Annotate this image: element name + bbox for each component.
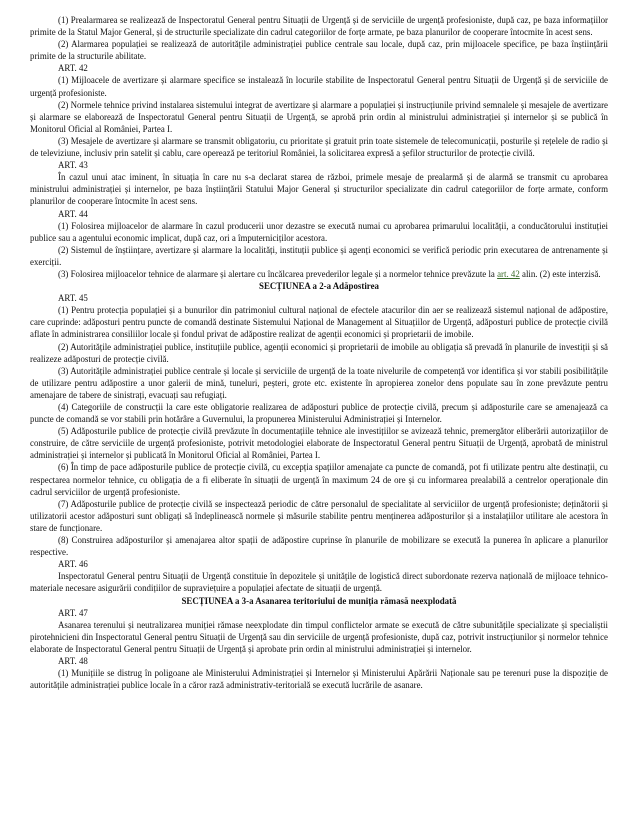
section-heading: SECȚIUNEA a 2-a Adăpostirea: [259, 281, 379, 292]
paragraph: (1) Prealarmarea se realizează de Inspectoratul General pentru Situații de Urgență și de serviciile de urgență profesioniste, după caz, pe baza informațiilor primite de la Statul Major General, și de structurile specializate din cadrul categoriilor de forțe armate, pe baza planurilor de cooperare întocmite în acest sens.: [30, 15, 608, 38]
paragraph: (2) Alarmarea populației se realizează de autoritățile administrației publice centrale sau locale, după caz, prin mijloacele specifice, pe baza înștiințării primite de la structurile abilitate.: [30, 39, 608, 62]
paragraph-text: alin. (2) este interzisă.: [519, 268, 601, 279]
paragraph: (1) Pentru protecția populației și a bunurilor din patrimoniul cultural național de efectele atacurilor din aer se realizează sistemul național de adăpostire, care cuprinde: adăposturi pentru puncte de comandă destinate Sistemului Național de Management al Situațiilor de Urgență, adăposturi publice de protecție civilă aflate în administrarea consiliilor locale și fondul privat de adăpostire realizat de agenții economici și proprietarii de imobile.: [30, 305, 608, 340]
paragraph: Asanarea terenului și neutralizarea muniției rămase neexplodate din timpul conflictelor armate se execută de către subunitățile specializate și specialiștii pirotehnicieni din Inspectoratul General pentru Situații de Urgență sau din serviciile de urgență profesioniste, după caz, potrivit instrucțiunilor și normelor tehnice elaborate de Inspectoratul General pentru Situații de Urgență și aprobate prin ordin al ministrului administrației și internelor.: [30, 619, 608, 654]
article-heading: ART. 48: [58, 655, 88, 666]
paragraph: (1) Folosirea mijloacelor de alarmare în cazul producerii unor dezastre se execută numai cu aprobarea primarului localității, a conducătorului instituției publice sau a agentului economic implicat, după caz, ori a împuterniciților acestora.: [30, 220, 608, 243]
paragraph: În cazul unui atac iminent, în situația în care nu s-a declarat starea de război, primele mesaje de prealarmă și de alarmă se transmit cu aprobarea ministrului administrației și internelor, pe baza înștiințării Statului Major General și structurilor specializate din cadrul categoriilor de forțe armate, conform planurilor de cooperare întocmite în acest sens.: [30, 172, 608, 207]
paragraph: (2) Autoritățile administrației publice, instituțiile publice, agenții economici și proprietarii de imobile au obligația să prevadă în planurile de investiții și să realizeze adăposturi de protecție civilă.: [30, 341, 608, 364]
article-reference-link[interactable]: art. 42: [497, 268, 520, 279]
paragraph: (1) Mijloacele de avertizare și alarmare specifice se instalează în locurile stabilite de Inspectoratul General pentru Situații de Urgență și de serviciile de urgență profesioniste.: [30, 75, 608, 98]
article-heading: ART. 44: [58, 208, 88, 219]
paragraph: (3) Autoritățile administrației publice centrale și locale și serviciile de urgență de la toate nivelurile de competență vor identifica și vor stabili posibilitățile de utilizare pentru adăpostire a unor galerii de mină, tuneluri, peșteri, grote etc. existente în apropierea zonelor dens populate sau în zone prevăzute pentru amenajare de tabere de sinistrați, evacuați sau refugiați.: [30, 365, 608, 400]
article-heading: ART. 42: [58, 63, 88, 74]
article-heading: ART. 46: [58, 559, 88, 570]
paragraph: (4) Categoriile de construcții la care este obligatorie realizarea de adăposturi publice de protecție civilă, precum și adăposturile care se amenajează ca puncte de comandă se vor stabili prin hotărâre a Guvernului, la propunerea Ministerului Administrației și Internelor.: [30, 402, 608, 425]
paragraph: Inspectoratul General pentru Situații de Urgență constituie în depozitele și unitățile de logistică direct subordonate rezerva națională de mijloace tehnico-materiale necesare asigurării condițiilor de supraviețuire a populației afectate de situații de urgență.: [30, 571, 608, 594]
article-heading: ART. 45: [58, 293, 88, 304]
paragraph: (7) Adăposturile publice de protecție civilă se inspectează periodic de către personalul de specialitate al serviciilor de urgență profesioniste; deținătorii și utilizatorii acestor adăposturi sunt obligați să îndeplinească normele și măsurile stabilite pentru menținerea adăposturilor și a instalațiilor utilitare ale acestora în stare de funcționare.: [30, 498, 608, 533]
paragraph-with-link: [30, 268, 608, 280]
paragraph: (6) În timp de pace adăposturile publice de protecție civilă, cu excepția spațiilor amenajate ca puncte de comandă, pot fi utilizate pentru alte destinații, cu respectarea normelor tehnice, cu obligația de a fi eliberate în situații de urgență în maximum 24 de ore și cu informarea prealabilă a centrelor operaționale din cadrul serviciilor de urgență profesioniste.: [30, 462, 608, 497]
section-heading: SECȚIUNEA a 3-a Asanarea teritoriului de muniția rămasă neexplodată: [181, 595, 457, 606]
paragraph: (2) Normele tehnice privind instalarea sistemului integrat de avertizare și alarmare a populației și instrucțiunile privind semnalele și mesajele de avertizare și alarmare se elaborează de Inspectoratul General pentru Situații de Urgență, se aprobă prin ordin al ministrului administrației și internelor și se publică în Monitorul Oficial al României, Partea I.: [30, 99, 608, 134]
article-heading: ART. 47: [58, 607, 88, 618]
paragraph: (2) Sistemul de înștiințare, avertizare și alarmare la localități, instituții publice și agenți economici se verifică periodic prin executarea de antrenamente și exerciții.: [30, 244, 608, 267]
document-body: [30, 14, 608, 691]
paragraph-text: (3) Folosirea mijloacelor tehnice de alarmare și alertare cu încălcarea prevederilor legale și a normelor tehnice prevăzute la: [58, 268, 498, 279]
paragraph: (5) Adăposturile publice de protecție civilă prevăzute în documentațiile tehnice ale investițiilor se avizează tehnic, premergător eliberării autorizațiilor de construire, de către serviciile de urgență profesioniste, potrivit metodologiei elaborate de Inspectoratul General pentru Situații de Urgență, aprobată de ministrul administrației și internelor și publicată în Monitorul Oficial al României, Partea I.: [30, 426, 608, 461]
paragraph: (1) Munițiile se distrug în poligoane ale Ministerului Administrației și Internelor și Ministerului Apărării Naționale sau pe terenuri puse la dispoziție de autoritățile administrației publice locale în a căror rază administrativ-teritorială se execută lucrările de asanare.: [30, 668, 608, 691]
article-heading: ART. 43: [58, 160, 88, 171]
paragraph: (8) Construirea adăposturilor și amenajarea altor spații de adăpostire cuprinse în planurile de mobilizare se execută la punerea în aplicare a planurilor respective.: [30, 535, 608, 558]
paragraph: (3) Mesajele de avertizare și alarmare se transmit obligatoriu, cu prioritate și gratuit prin toate sistemele de telecomunicații, posturile și rețelele de radio și de televiziune, inclusiv prin satelit și cablu, care operează pe teritoriul României, la solicitarea expresă a șefilor structurilor de protecție civilă.: [30, 135, 608, 159]
